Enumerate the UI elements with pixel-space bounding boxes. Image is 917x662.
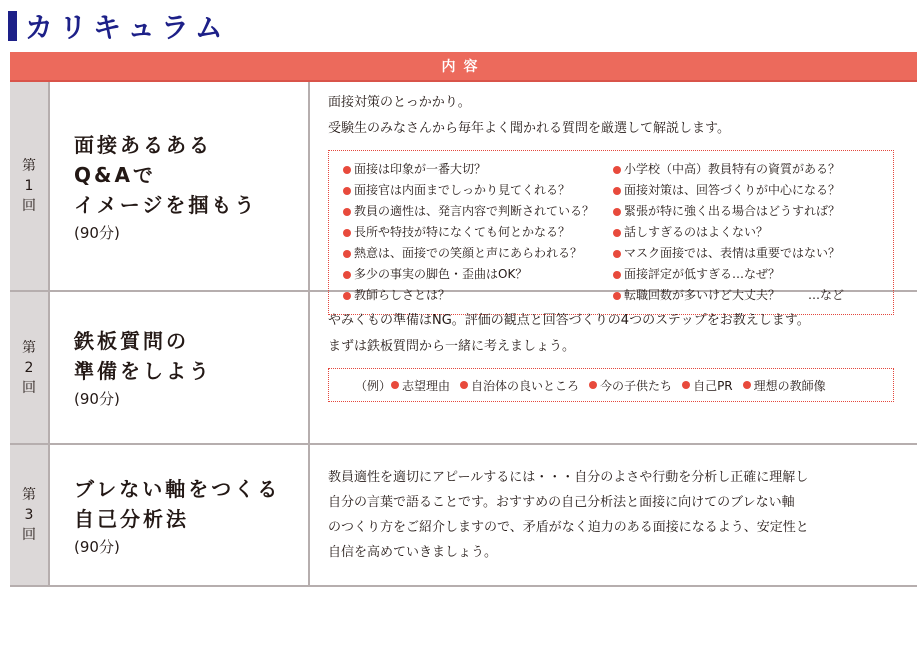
bullet-icon	[343, 271, 351, 279]
page-title: カリキュラム	[25, 11, 229, 44]
session-title: ブレない軸をつくる 自己分析法	[74, 476, 281, 531]
etc-text: …など	[808, 288, 845, 302]
session-title-cell	[48, 445, 310, 585]
bullet-icon	[460, 381, 468, 389]
description-line: 教員適性を適切にアピールするには・・・自分のよさや行動を分析し正確に理解し	[328, 470, 809, 485]
session-title: 鉄板質問の 準備をしよう	[74, 329, 212, 383]
question-item: 熱意は、面接での笑顔と声にあらわれる？	[343, 243, 613, 264]
example-item: 自己PR	[682, 377, 733, 394]
bullet-icon	[391, 381, 399, 389]
bullet-icon	[613, 208, 621, 216]
bullet-icon	[613, 229, 621, 237]
question-item: 面接対策は、回答づくりが中心になる？	[613, 180, 883, 201]
bullet-icon	[343, 250, 351, 258]
bullet-icon	[343, 166, 351, 174]
session-duration: (90分)	[74, 537, 120, 556]
example-item: 志望理由	[391, 377, 450, 394]
session-row-3	[10, 445, 917, 587]
table-header: 内容	[10, 52, 917, 82]
example-item: 今の子供たち	[589, 377, 672, 394]
session-title: 面接あるある Q&Aで イメージを掴もう	[74, 132, 258, 217]
page-heading	[8, 6, 229, 46]
session-number-cell	[10, 82, 48, 290]
bullet-icon	[613, 250, 621, 258]
session-duration: (90分)	[74, 223, 120, 242]
description-line: のつくり方をご紹介しますので、矛盾がなく迫力のある面接になるよう、安定性と	[328, 520, 809, 535]
session-content	[310, 82, 917, 302]
question-item: 面接評定が低すぎる…なぜ？	[613, 264, 883, 285]
question-item: 教員の適性は、発言内容で判断されている？	[343, 201, 613, 222]
example-label: （例）	[355, 378, 392, 393]
session-title-cell	[48, 82, 310, 290]
description-line: 自信を高めていきましょう。	[328, 545, 498, 560]
intro-line: 面接対策のとっかかり。	[328, 95, 471, 110]
session-row-2	[10, 292, 917, 445]
session-number: 第 3 回	[22, 487, 36, 543]
bullet-icon	[589, 381, 597, 389]
bullet-icon	[343, 208, 351, 216]
question-column-left	[343, 159, 613, 306]
intro-line: まずは鉄板質問から一緒に考えましょう。	[328, 339, 576, 354]
session-number: 第 1 回	[22, 158, 36, 214]
question-item: 話しすぎるのはよくない？	[613, 222, 883, 243]
question-item: 転職回数が多いけど大丈夫？ …など	[613, 285, 883, 306]
example-item: 理想の教師像	[743, 377, 826, 394]
bullet-icon	[343, 229, 351, 237]
session-duration: (90分)	[74, 390, 120, 408]
question-item: 教師らしさとは？	[343, 285, 613, 306]
question-item: 長所や特技が特になくても何とかなる？	[343, 222, 613, 243]
question-item: マスク面接では、表情は重要ではない？	[613, 243, 883, 264]
bullet-icon	[682, 381, 690, 389]
session-number: 第 2 回	[22, 339, 36, 396]
session-title-cell	[48, 292, 310, 443]
description-line: 自分の言葉で語ることです。おすすめの自己分析法と面接に向けてのブレない軸	[328, 495, 795, 510]
bullet-icon	[613, 166, 621, 174]
session-content	[310, 292, 917, 443]
bullet-icon	[613, 187, 621, 195]
session-number-cell	[10, 292, 48, 443]
question-item: 多少の事実の脚色・歪曲はOK？	[343, 264, 613, 285]
question-item: 面接は印象が一番大切？	[343, 159, 613, 180]
question-item: 小学校（中高）教員特有の資質がある？	[613, 159, 883, 180]
question-column-right	[613, 159, 883, 306]
session-row-1	[10, 82, 917, 302]
session-number-cell	[10, 445, 48, 585]
question-item: 面接官は内面までしっかり見てくれる？	[343, 180, 613, 201]
intro-line: やみくもの準備はNG。評価の観点と回答づくりの4つのステップをお教えします。	[328, 313, 810, 328]
question-box	[328, 150, 894, 315]
example-item: 自治体の良いところ	[460, 377, 579, 394]
bullet-icon	[613, 271, 621, 279]
bullet-icon	[343, 187, 351, 195]
question-item: 緊張が特に強く出る場合はどうすれば？	[613, 201, 883, 222]
heading-bar	[8, 11, 17, 41]
session-content	[310, 445, 917, 585]
intro-line: 受験生のみなさんから毎年よく聞かれる質問を厳選して解説します。	[328, 121, 730, 136]
bullet-icon	[743, 381, 751, 389]
example-box	[328, 368, 894, 402]
curriculum-table	[10, 52, 917, 587]
